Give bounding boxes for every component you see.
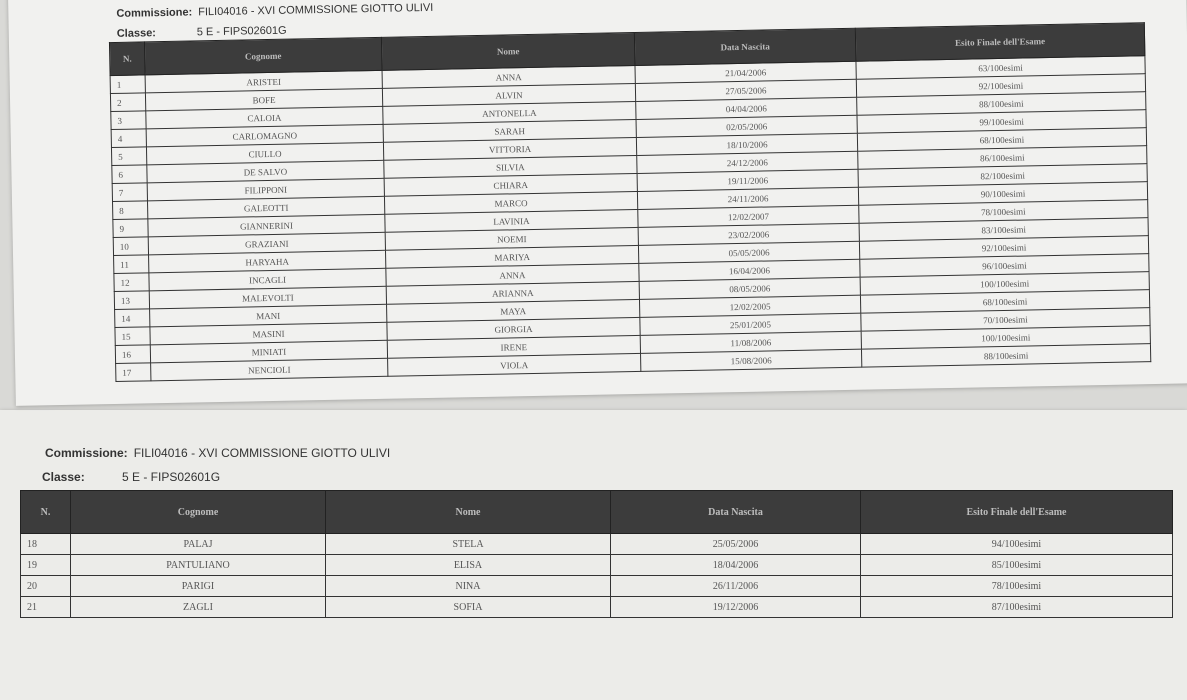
cell-result: 63/100esimi [856,56,1145,80]
grades-table-top [109,22,1151,382]
cell-name: VIOLA [388,353,641,376]
cell-birthdate: 05/05/2006 [638,241,859,263]
cell-name: ANNA [386,263,639,286]
cell-surname: INCAGLI [149,268,386,291]
cell-birthdate: 23/02/2006 [638,223,859,245]
class-label: Classe: [42,470,85,484]
cell-surname: MINIATI [150,340,387,363]
col-header-surname: Cognome [71,491,326,534]
cell-surname: MANI [150,304,387,327]
cell-surname: DE SALVO [147,160,384,183]
cell-number: 11 [114,255,149,274]
cell-number: 12 [114,273,149,292]
cell-name: ALVIN [382,83,635,106]
cell-number: 19 [21,555,71,576]
cell-number: 4 [111,129,146,148]
cell-name: ANNA [382,65,635,88]
cell-name: IRENE [387,335,640,358]
commission-label: Commissione: [116,6,193,20]
cell-result: 90/100esimi [858,182,1147,206]
cell-surname: FILIPPONI [147,178,384,201]
cell-result: 99/100esimi [857,110,1146,134]
cell-surname: MALEVOLTI [149,286,386,309]
cell-surname: GALEOTTI [147,196,384,219]
class-line-bottom [42,470,220,484]
cell-number: 10 [113,237,148,256]
class-label: Classe: [116,27,157,40]
cell-birthdate: 04/04/2006 [636,97,857,119]
header-row [21,491,1173,534]
cell-number: 7 [112,183,147,202]
cell-surname: HARYAHA [149,250,386,273]
cell-number: 6 [112,165,147,184]
cell-name: GIORGIA [387,317,640,340]
cell-surname: NENCIOLI [151,358,388,381]
cell-number: 5 [111,147,146,166]
commission-header-bottom [45,446,390,460]
cell-result: 88/100esimi [861,344,1150,368]
cell-name: MAYA [387,299,640,322]
cell-birthdate: 27/05/2006 [635,79,856,101]
cell-number: 14 [115,309,150,328]
cell-birthdate: 12/02/2005 [639,295,860,317]
cell-number: 1 [110,75,145,94]
cell-surname: BOFE [145,88,382,111]
cell-birthdate: 19/12/2006 [611,597,861,618]
table-row [21,534,1173,555]
cell-surname: CARLOMAGNO [146,124,383,147]
cell-number: 3 [111,111,146,130]
cell-name: SARAH [383,119,636,142]
col-header-name: Nome [326,491,611,534]
cell-surname: CALOIA [146,106,383,129]
col-header-birthdate: Data Nascita [634,28,856,65]
commission-label: Commissione: [45,446,128,460]
cell-surname: CIULLO [146,142,383,165]
cell-birthdate: 24/12/2006 [637,151,858,173]
cell-result: 94/100esimi [861,534,1173,555]
top-sheet [8,0,1187,406]
cell-result: 88/100esimi [857,92,1146,116]
cell-name: MARIYA [385,245,638,268]
cell-name: SILVIA [384,155,637,178]
cell-surname: ZAGLI [71,597,326,618]
col-header-number: N. [109,42,145,76]
table-row [21,555,1173,576]
cell-number: 2 [110,93,145,112]
cell-result: 78/100esimi [859,200,1148,224]
cell-name: ANTONELLA [383,101,636,124]
cell-name: CHIARA [384,173,637,196]
cell-surname: GRAZIANI [148,232,385,255]
cell-birthdate: 18/04/2006 [611,555,861,576]
cell-number: 17 [116,363,151,382]
cell-surname: PARIGI [71,576,326,597]
cell-result: 96/100esimi [860,254,1149,278]
col-header-result: Esito Finale dell'Esame [861,491,1173,534]
table-row [21,597,1173,618]
cell-name: NOEMI [385,227,638,250]
commission-header [116,2,433,20]
cell-surname: GIANNERINI [148,214,385,237]
cell-birthdate: 11/08/2006 [640,331,861,353]
cell-birthdate: 08/05/2006 [639,277,860,299]
cell-birthdate: 02/05/2006 [636,115,857,137]
cell-result: 85/100esimi [861,555,1173,576]
cell-birthdate: 21/04/2006 [635,61,856,83]
cell-birthdate: 18/10/2006 [636,133,857,155]
cell-result: 83/100esimi [859,218,1148,242]
cell-number: 16 [115,345,150,364]
cell-result: 86/100esimi [858,146,1147,170]
col-header-number: N. [21,491,71,534]
cell-birthdate: 19/11/2006 [637,169,858,191]
class-line [117,25,287,40]
cell-birthdate: 25/01/2005 [640,313,861,335]
cell-surname: MASINI [150,322,387,345]
cell-number: 13 [114,291,149,310]
table-row [21,576,1173,597]
cell-name: MARCO [384,191,637,214]
cell-birthdate: 12/02/2007 [638,205,859,227]
cell-name: SOFIA [326,597,611,618]
cell-birthdate: 16/04/2006 [639,259,860,281]
class-value: 5 E - FIPS02601G [122,470,221,484]
commission-value: FILI04016 - XVI COMMISSIONE GIOTTO ULIVI [133,446,391,460]
cell-surname: PANTULIANO [71,555,326,576]
col-header-surname: Cognome [144,37,382,75]
cell-birthdate: 26/11/2006 [611,576,861,597]
cell-birthdate: 25/05/2006 [611,534,861,555]
cell-name: STELA [326,534,611,555]
col-header-result: Esito Finale dell'Esame [855,23,1145,62]
class-value: 5 E - FIPS02601G [196,24,287,39]
col-header-birthdate: Data Nascita [611,491,861,534]
cell-surname: ARISTEI [145,70,382,93]
cell-name: VITTORIA [383,137,636,160]
grades-table-bottom [20,490,1173,618]
cell-result: 70/100esimi [861,308,1150,332]
cell-name: ARIANNA [386,281,639,304]
cell-result: 68/100esimi [857,128,1146,152]
cell-result: 92/100esimi [856,74,1145,98]
cell-result: 100/100esimi [860,272,1149,296]
cell-birthdate: 15/08/2006 [641,349,862,371]
cell-name: NINA [326,576,611,597]
cell-number: 21 [21,597,71,618]
cell-result: 78/100esimi [861,576,1173,597]
cell-result: 68/100esimi [860,290,1149,314]
col-header-name: Nome [381,32,635,70]
cell-name: LAVINIA [385,209,638,232]
cell-surname: PALAJ [71,534,326,555]
commission-value: FILI04016 - XVI COMMISSIONE GIOTTO ULIVI [198,1,434,19]
cell-birthdate: 24/11/2006 [637,187,858,209]
cell-result: 92/100esimi [859,236,1148,260]
cell-result: 82/100esimi [858,164,1147,188]
cell-number: 8 [113,201,148,220]
cell-number: 15 [115,327,150,346]
cell-number: 18 [21,534,71,555]
cell-name: ELISA [326,555,611,576]
cell-result: 100/100esimi [861,326,1150,350]
cell-number: 9 [113,219,148,238]
cell-result: 87/100esimi [861,597,1173,618]
cell-number: 20 [21,576,71,597]
